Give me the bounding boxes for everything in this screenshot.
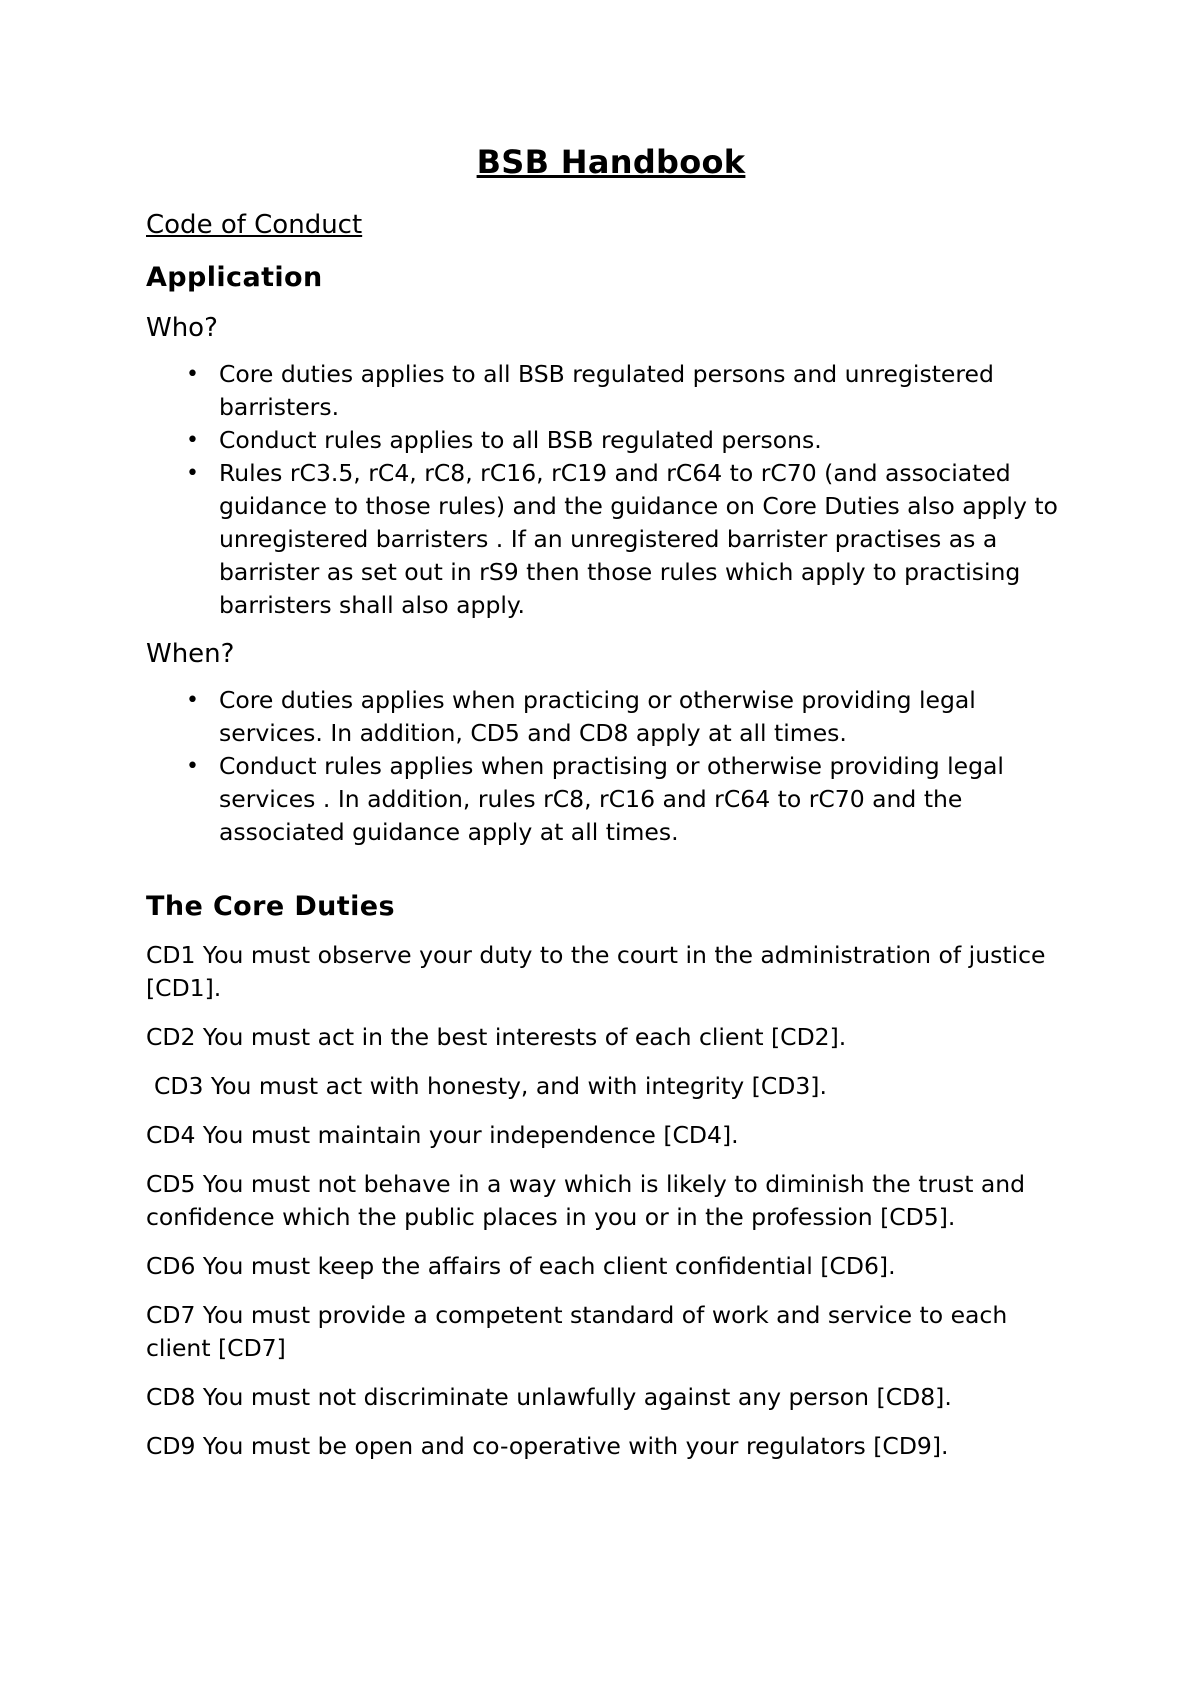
core-duty-cd9: CD9 You must be open and co-operative with your regulators [CD9]. <box>146 1432 949 1460</box>
list-item-text: Rules rC3.5, rC4, rC8, rC16, rC19 and rC64 to rC70 (and associated guidance to those rules) and the guidance on Core Duties also apply to unregistered barristers . If an unregistered barrister practises as a barrister as set out in rS9 then those rules which apply to practising barristers shall also apply. <box>219 459 1058 619</box>
bullet-icon: • <box>186 461 199 486</box>
list-item-text: Conduct rules applies to all BSB regulated persons. <box>219 426 822 454</box>
list-item <box>146 457 1076 622</box>
section-spacer <box>146 863 1076 889</box>
application-heading: Application <box>146 262 323 293</box>
when-bullet-list <box>146 684 1076 849</box>
document-title: BSB Handbook <box>476 143 746 181</box>
core-duty-cd1: CD1 You must observe your duty to the court in the administration of justice [CD1]. <box>146 941 1046 1002</box>
core-duty-cd3: CD3 You must act with honesty, and with integrity [CD3]. <box>154 1072 827 1100</box>
list-item <box>146 750 1076 849</box>
core-duty-cd2: CD2 You must act in the best interests of each client [CD2]. <box>146 1023 847 1051</box>
list-item-text: Conduct rules applies when practising or otherwise providing legal services . In addition, rules rC8, rC16 and rC64 to rC70 and the associated guidance apply at all times. <box>219 752 1004 846</box>
core-duty-cd7: CD7 You must provide a competent standard of work and service to each client [CD7] <box>146 1301 1008 1362</box>
document-content <box>146 140 1076 1479</box>
who-bullet-list <box>146 358 1076 622</box>
when-heading: When? <box>146 639 235 669</box>
list-item <box>146 424 1076 457</box>
core-duty-cd6: CD6 You must keep the affairs of each client confidential [CD6]. <box>146 1252 896 1280</box>
list-item <box>146 684 1076 750</box>
core-duty-cd8: CD8 You must not discriminate unlawfully against any person [CD8]. <box>146 1383 952 1411</box>
who-heading: Who? <box>146 313 218 343</box>
core-duties-heading: The Core Duties <box>146 891 395 922</box>
core-duty-cd4: CD4 You must maintain your independence [CD4]. <box>146 1121 739 1149</box>
document-subtitle: Code of Conduct <box>146 210 363 240</box>
list-item-text: Core duties applies to all BSB regulated persons and unregistered barristers. <box>219 360 994 421</box>
bullet-icon: • <box>186 362 199 387</box>
bullet-icon: • <box>186 754 199 779</box>
core-duty-cd5: CD5 You must not behave in a way which is likely to diminish the trust and confidence which the public places in you or in the profession [CD5]. <box>146 1170 1026 1231</box>
list-item <box>146 358 1076 424</box>
bullet-icon: • <box>186 428 199 453</box>
bullet-icon: • <box>186 688 199 713</box>
list-item-text: Core duties applies when practicing or otherwise providing legal services. In addition, CD5 and CD8 apply at all times. <box>219 686 976 747</box>
